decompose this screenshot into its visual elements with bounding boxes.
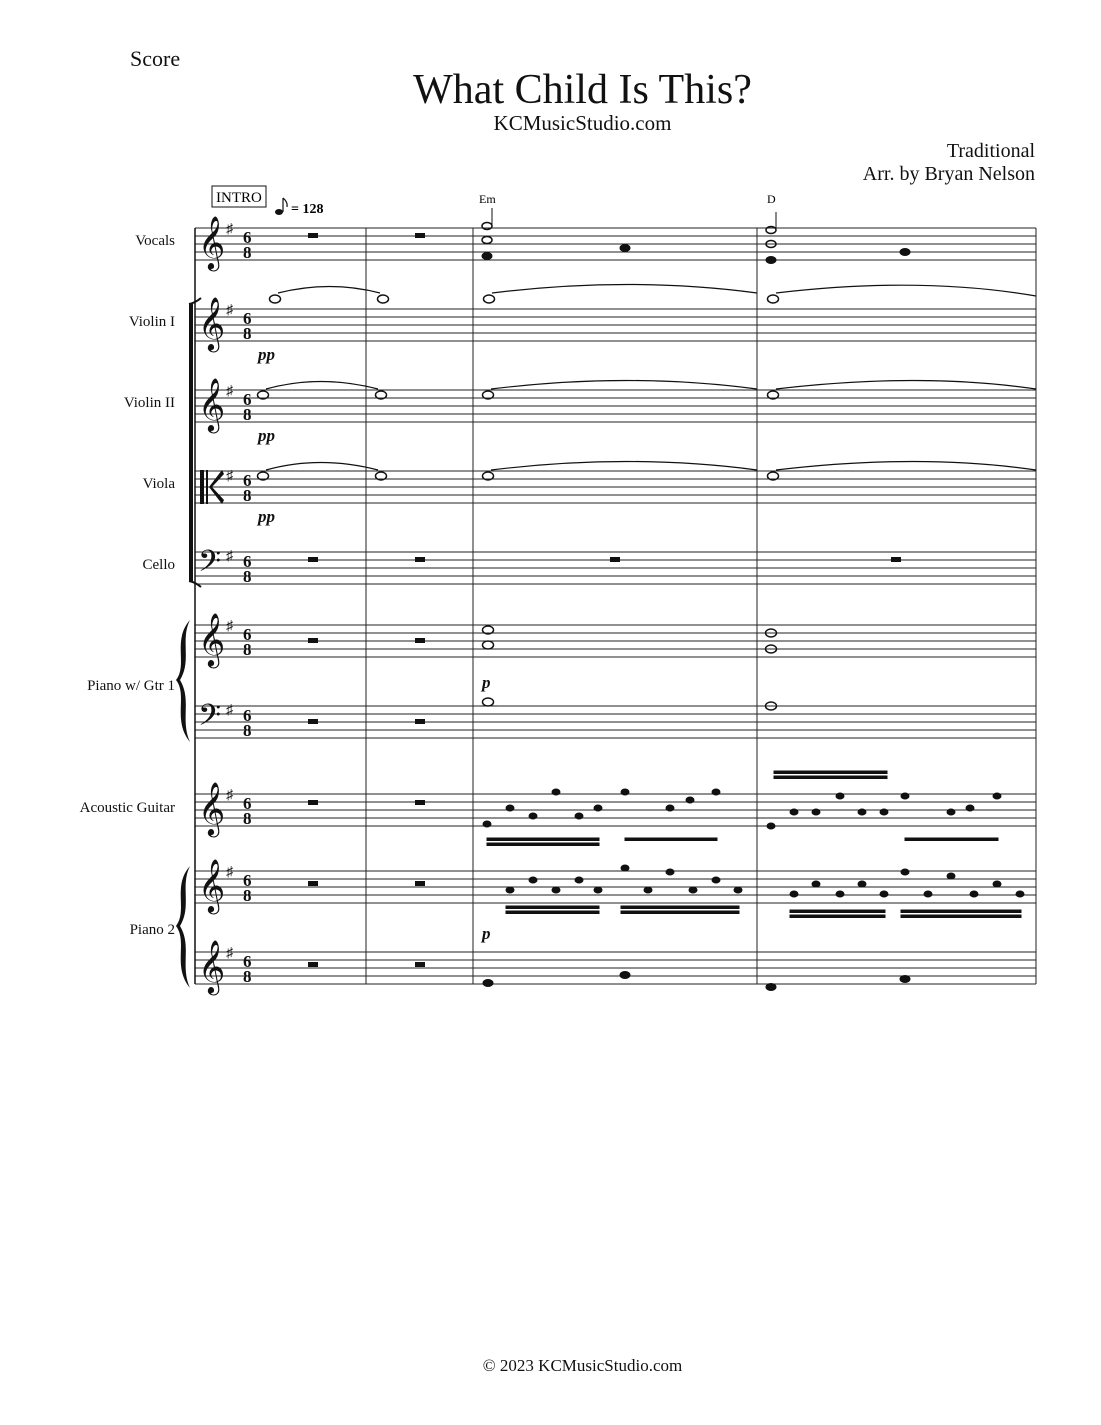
treble-clef-icon: 𝄞: [198, 298, 226, 349]
svg-text:6: 6: [243, 471, 252, 490]
arranger-credit: Arr. by Bryan Nelson: [862, 163, 1035, 185]
treble-clef-icon: 𝄞: [198, 783, 226, 834]
copyright-footer: © 2023 KCMusicStudio.com: [482, 1356, 683, 1375]
eighth-note-icon: [275, 198, 287, 215]
svg-text:8: 8: [243, 967, 252, 986]
instrument-name-acoustic-guitar: Acoustic Guitar: [79, 800, 175, 816]
svg-text:6: 6: [243, 390, 252, 409]
instrument-name-violin-1: Violin I: [128, 314, 175, 330]
dynamic-violin-1: pp: [258, 345, 275, 364]
composer-credit: Traditional: [946, 140, 1035, 162]
chord-symbol-em: Em: [479, 192, 496, 206]
instrument-name-vocals: Vocals: [135, 233, 175, 249]
instrument-name-violin-2: Violin II: [123, 395, 175, 411]
svg-text:♯: ♯: [226, 619, 233, 634]
staff-cello: [195, 552, 1036, 584]
dynamic-piano-gtr-1: p: [482, 673, 491, 692]
svg-text:8: 8: [243, 809, 252, 828]
svg-text:♯: ♯: [226, 222, 233, 237]
instrument-name-cello: Cello: [142, 557, 175, 573]
svg-text:6: 6: [243, 794, 252, 813]
dynamic-piano-2: p: [482, 924, 491, 943]
treble-clef-icon: 𝄞: [198, 379, 226, 430]
svg-text:8: 8: [243, 486, 252, 505]
piano-2-notes: [483, 865, 1024, 991]
svg-text:6: 6: [243, 625, 252, 644]
svg-text:8: 8: [243, 243, 252, 262]
staff-violin-1: [195, 309, 1036, 341]
svg-text:♯: ♯: [226, 384, 233, 399]
svg-text:8: 8: [243, 886, 252, 905]
staff-vocals: [195, 228, 1036, 260]
measure-rests: [308, 233, 901, 967]
staff-piano-gtr-1-bass: [195, 706, 1036, 738]
instrument-name-piano-gtr-1: Piano w/ Gtr 1: [87, 678, 175, 694]
staff-piano-2-treble: [195, 871, 1036, 903]
svg-text:6: 6: [243, 706, 252, 725]
svg-text:♯: ♯: [226, 549, 233, 564]
dynamic-violin-2: pp: [258, 426, 275, 445]
time-signatures: [243, 228, 252, 986]
treble-clef-icon: 𝄞: [198, 614, 226, 665]
piano-gtr-brace: [176, 620, 190, 742]
svg-text:♯: ♯: [226, 788, 233, 803]
svg-text:6: 6: [243, 952, 252, 971]
svg-text:6: 6: [243, 228, 252, 247]
dynamic-viola: pp: [258, 507, 275, 526]
piano-2-brace: [176, 866, 190, 988]
staff-viola: [195, 471, 1036, 503]
instrument-name-piano-2: Piano 2: [129, 922, 175, 938]
staff-piano-gtr-1-treble: [195, 625, 1036, 657]
svg-text:6: 6: [243, 309, 252, 328]
bass-clef-icon: 𝄢: [198, 699, 222, 739]
svg-text:8: 8: [243, 567, 252, 586]
svg-text:8: 8: [243, 324, 252, 343]
staff-violin-2: [195, 390, 1036, 422]
chord-symbol-d: D: [767, 192, 776, 206]
svg-text:6: 6: [243, 871, 252, 890]
svg-text:8: 8: [243, 405, 252, 424]
instrument-name-viola: Viola: [142, 476, 175, 492]
svg-text:8: 8: [243, 721, 252, 740]
clefs: [198, 216, 225, 995]
piano-gtr-1-chords: [480, 626, 777, 710]
svg-text:♯: ♯: [226, 703, 233, 718]
svg-text:♯: ♯: [226, 865, 233, 880]
svg-text:♯: ♯: [226, 469, 233, 484]
treble-clef-icon: 𝄞: [198, 941, 226, 992]
svg-text:♯: ♯: [226, 303, 233, 318]
tempo-marking: = 128: [291, 202, 324, 217]
svg-text:6: 6: [243, 552, 252, 571]
score-label: Score: [130, 46, 181, 71]
bass-clef-icon: 𝄢: [198, 545, 222, 585]
rehearsal-mark: INTRO: [216, 190, 262, 206]
svg-text:♯: ♯: [226, 946, 233, 961]
acoustic-guitar-notes: [483, 771, 1001, 846]
string-notes: [258, 285, 1037, 481]
treble-clef-icon: 𝄞: [198, 860, 226, 911]
treble-clef-icon: 𝄞: [198, 217, 226, 268]
svg-text:8: 8: [243, 640, 252, 659]
website-subtitle: KCMusicStudio.com: [493, 111, 672, 135]
song-title: What Child Is This?: [413, 67, 752, 113]
staff-acoustic-guitar: [195, 794, 1036, 826]
